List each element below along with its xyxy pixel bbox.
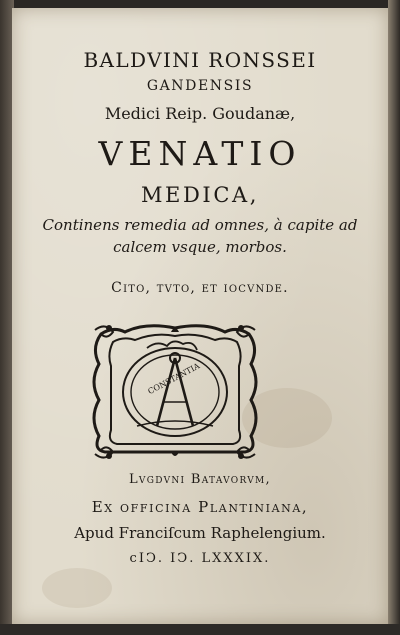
author-name: BALDVINI RONSSEI xyxy=(83,48,317,72)
author-role: Medici Reip. Goudanæ, xyxy=(104,104,296,123)
description-line-1: Continens remedia ad omnes, à capite ad xyxy=(42,216,358,234)
page-edge-bottom xyxy=(0,624,400,635)
imprint-printer: Apud Franciſcum Raphelengium. xyxy=(74,524,326,542)
title-page xyxy=(12,8,388,624)
paper-stain xyxy=(42,568,112,608)
device-banner-text: CONSTANTIA xyxy=(146,361,202,397)
motto: Cito, tvto, et iocvnde. xyxy=(111,280,289,296)
description-line-2: calcem vsque, morbos. xyxy=(113,238,287,256)
page-edge-right xyxy=(388,0,400,635)
imprint-office: Ex officina Plantiniana, xyxy=(91,498,309,516)
imprint-year: cIↃ. IↃ. LXXXIX. xyxy=(129,551,271,566)
book-title-main: VENATIO xyxy=(98,134,302,173)
imprint-place: Lvgdvni Batavorvm, xyxy=(129,472,271,487)
author-origin: GANDENSIS xyxy=(146,78,254,94)
printer-device-engraving xyxy=(87,318,263,463)
book-title-sub: MEDICA, xyxy=(140,183,260,207)
